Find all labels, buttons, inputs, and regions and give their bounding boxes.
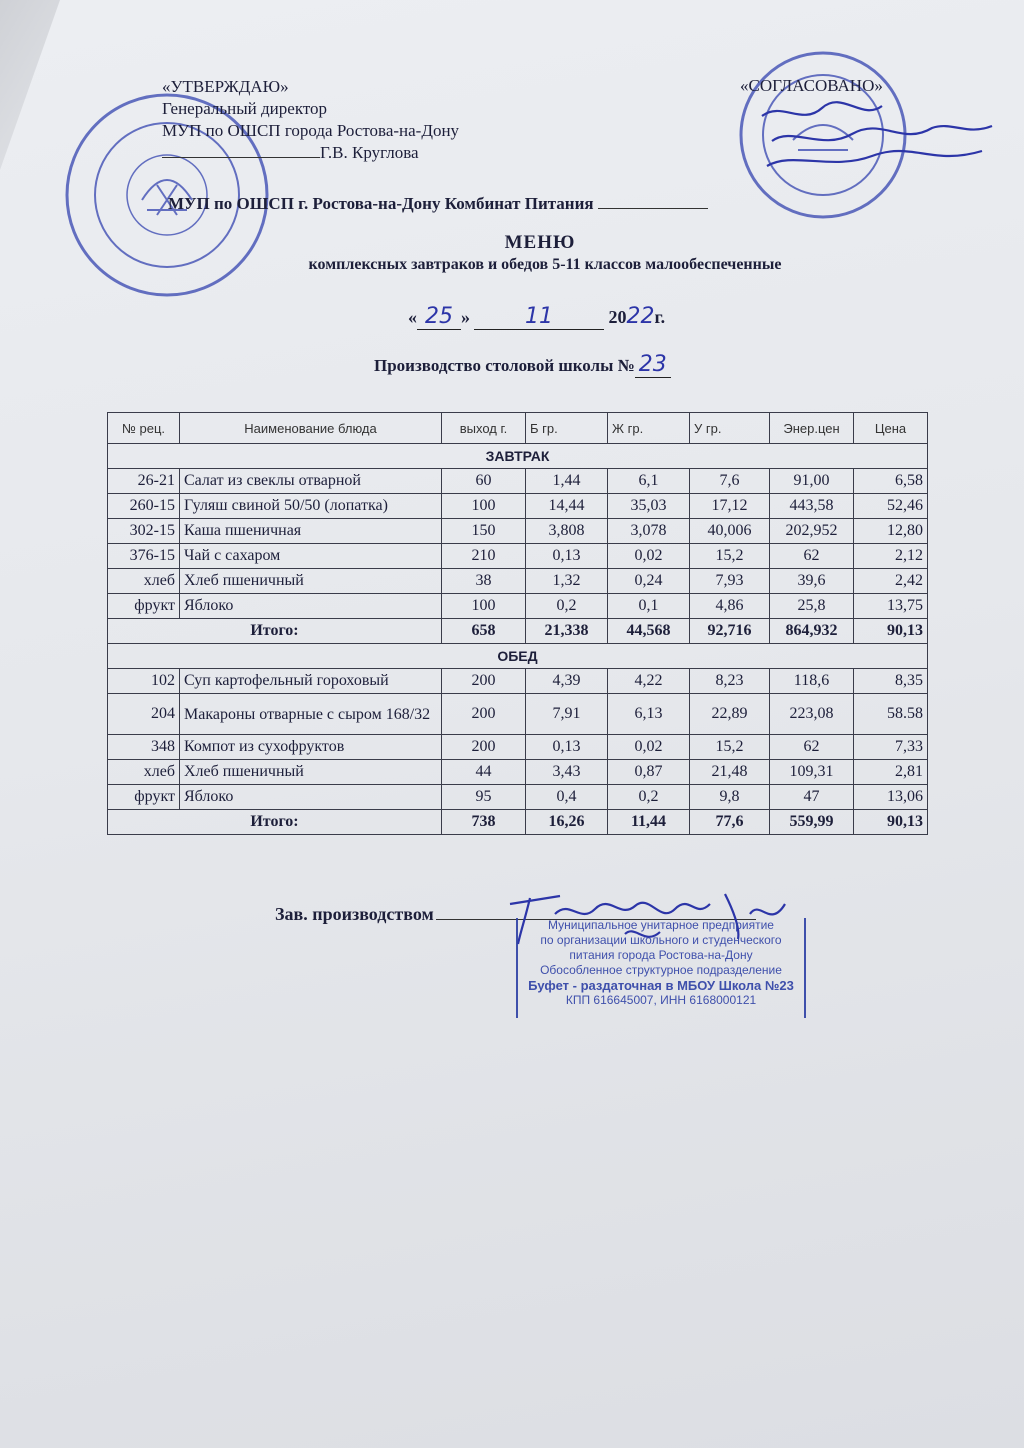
table-cell: 52,46 [854,494,928,519]
date-line [408,304,665,330]
table-cell: 0,24 [608,569,690,594]
table-cell: фрукт [108,785,180,810]
table-cell: 6,1 [608,469,690,494]
table-cell: 118,6 [770,669,854,694]
rectangular-stamp [516,918,806,1018]
table-cell: 200 [442,694,526,735]
total-cell: 90,13 [854,619,928,644]
table-cell: 38 [442,569,526,594]
table-cell: хлеб [108,569,180,594]
date-year-suffix: 22 [626,304,655,329]
table-cell: 3,078 [608,519,690,544]
table-row [108,569,928,594]
stamp-line: питания города Ростова-на-Дону [569,948,753,962]
table-cell: Чай с сахаром [180,544,442,569]
header-cell: Б гр. [526,413,608,444]
table-cell: 443,58 [770,494,854,519]
approve-heading: «УТВЕРЖДАЮ» [162,77,289,96]
menu-subtitle: комплексных завтраков и обедов 5-11 классов малообеспеченные [308,256,782,273]
menu-title: МЕНЮ [504,232,576,253]
table-cell: 2,12 [854,544,928,569]
table-cell: Гуляш свиной 50/50 (лопатка) [180,494,442,519]
header-cell: Наименование блюда [180,413,442,444]
table-cell: 210 [442,544,526,569]
agree-block [740,76,883,96]
date-year-end: г. [654,307,666,327]
table-cell: 302-15 [108,519,180,544]
total-cell: 738 [442,810,526,835]
table-cell: 6,13 [608,694,690,735]
table-cell: 100 [442,494,526,519]
total-cell: 92,716 [690,619,770,644]
table-row [108,760,928,785]
table-cell: 8,35 [854,669,928,694]
table-cell: 223,08 [770,694,854,735]
total-label: Итого: [108,619,442,644]
table-cell: 13,75 [854,594,928,619]
school-line [374,352,671,378]
table-cell: 47 [770,785,854,810]
table-cell: 348 [108,735,180,760]
page-fold [0,0,60,170]
table-cell: 95 [442,785,526,810]
total-cell: 77,6 [690,810,770,835]
table-cell: 2,42 [854,569,928,594]
table-cell: 7,33 [854,735,928,760]
table-row [108,494,928,519]
table-cell: Хлеб пшеничный [180,760,442,785]
approve-org: МУП по ОШСП города Ростова-на-Дону [162,121,460,140]
org-line [168,194,708,214]
table-row [108,785,928,810]
table-row [108,669,928,694]
table-cell: 58.58 [854,694,928,735]
table-cell: 0,2 [608,785,690,810]
table-cell: 3,808 [526,519,608,544]
total-cell: 44,568 [608,619,690,644]
table-cell: 12,80 [854,519,928,544]
table-cell: 0,2 [526,594,608,619]
table-cell: 15,2 [690,735,770,760]
table-row [108,544,928,569]
approve-name: Г.В. Круглова [320,143,419,162]
school-label: Производство столовой школы № [374,356,635,375]
table-cell: 21,48 [690,760,770,785]
table-cell: 40,006 [690,519,770,544]
date-close-quote: » [461,307,470,327]
approve-position: Генеральный директор [162,99,328,118]
total-cell: 559,99 [770,810,854,835]
table-cell: 0,4 [526,785,608,810]
table-cell: 200 [442,735,526,760]
table-cell: 4,39 [526,669,608,694]
stamp-line: Муниципальное унитарное предприятие [548,918,774,932]
table-cell: 62 [770,735,854,760]
date-month: 11 [525,304,553,329]
table-cell: 62 [770,544,854,569]
org-blank [598,208,708,209]
total-row [108,619,928,644]
total-cell: 658 [442,619,526,644]
table-cell: 0,13 [526,544,608,569]
total-cell: 864,932 [770,619,854,644]
table-cell: 200 [442,669,526,694]
table-cell: 44 [442,760,526,785]
table-cell: Салат из свеклы отварной [180,469,442,494]
table-cell: 0,13 [526,735,608,760]
total-cell: 16,26 [526,810,608,835]
table-cell: 26-21 [108,469,180,494]
table-row [108,735,928,760]
table-cell: 260-15 [108,494,180,519]
table-cell: 1,44 [526,469,608,494]
stamp-line-bold: Буфет - раздаточная в МБОУ Школа №23 [528,978,794,993]
table-cell: 25,8 [770,594,854,619]
table-cell: 17,12 [690,494,770,519]
table-cell: 202,952 [770,519,854,544]
section-label: ОБЕД [108,644,928,669]
table-cell: 60 [442,469,526,494]
table-cell: 7,93 [690,569,770,594]
header-cell: Ж гр. [608,413,690,444]
agree-heading: «СОГЛАСОВАНО» [740,76,883,95]
approve-block [162,76,459,164]
table-cell: 204 [108,694,180,735]
table-row [108,519,928,544]
table-cell: 2,81 [854,760,928,785]
table-cell: 7,91 [526,694,608,735]
table-cell: 15,2 [690,544,770,569]
table-cell: 7,6 [690,469,770,494]
table-cell: 0,1 [608,594,690,619]
header-cell: № рец. [108,413,180,444]
header-cell: Цена [854,413,928,444]
header-cell: У гр. [690,413,770,444]
table-cell: фрукт [108,594,180,619]
table-cell: Компот из сухофруктов [180,735,442,760]
table-cell: 13,06 [854,785,928,810]
table-cell: Каша пшеничная [180,519,442,544]
table-cell: 3,43 [526,760,608,785]
table-row [108,594,928,619]
table-cell: Хлеб пшеничный [180,569,442,594]
section-label: ЗАВТРАК [108,444,928,469]
stamp-line: по организации школьного и студенческого [540,933,782,947]
table-row [108,469,928,494]
total-label: Итого: [108,810,442,835]
table-cell: 35,03 [608,494,690,519]
table-cell: 4,86 [690,594,770,619]
table-cell: Яблоко [180,785,442,810]
table-cell: 6,58 [854,469,928,494]
table-cell: 9,8 [690,785,770,810]
sign-label: Зав. производством [275,904,434,924]
date-year-prefix: 20 [608,307,627,327]
stamp-line: Обособленное структурное подразделение [540,963,782,977]
header-cell: выход г. [442,413,526,444]
table-cell: 91,00 [770,469,854,494]
table-cell: Макароны отварные с сыром 168/32 [180,694,442,735]
stamp-line: КПП 616645007, ИНН 6168000121 [565,993,757,1007]
approve-name-line [162,142,459,164]
table-cell: 0,87 [608,760,690,785]
total-row [108,810,928,835]
table-header-row [108,413,928,444]
header-cell: Энер.цен [770,413,854,444]
table-cell: Яблоко [180,594,442,619]
total-cell: 11,44 [608,810,690,835]
table-cell: 1,32 [526,569,608,594]
total-cell: 21,338 [526,619,608,644]
agree-handwriting [752,96,1002,176]
menu-table [107,412,928,835]
table-cell: 0,02 [608,544,690,569]
table-cell: 376-15 [108,544,180,569]
table-cell: хлеб [108,760,180,785]
menu-table-body [108,444,928,835]
table-cell: 102 [108,669,180,694]
table-cell: 4,22 [608,669,690,694]
table-cell: 0,02 [608,735,690,760]
section-lunch [108,644,928,669]
table-cell: 14,44 [526,494,608,519]
table-cell: Суп картофельный гороховый [180,669,442,694]
table-cell: 100 [442,594,526,619]
date-day: 25 [425,304,453,329]
table-cell: 109,31 [770,760,854,785]
total-cell: 90,13 [854,810,928,835]
table-cell: 8,23 [690,669,770,694]
table-row [108,694,928,735]
org-name: МУП по ОШСП г. Ростова-на-Дону Комбинат Питания [168,194,594,213]
table-cell: 150 [442,519,526,544]
school-number: 23 [638,352,667,377]
section-breakfast [108,444,928,469]
table-cell: 22,89 [690,694,770,735]
date-open-quote: « [408,307,417,327]
table-cell: 39,6 [770,569,854,594]
